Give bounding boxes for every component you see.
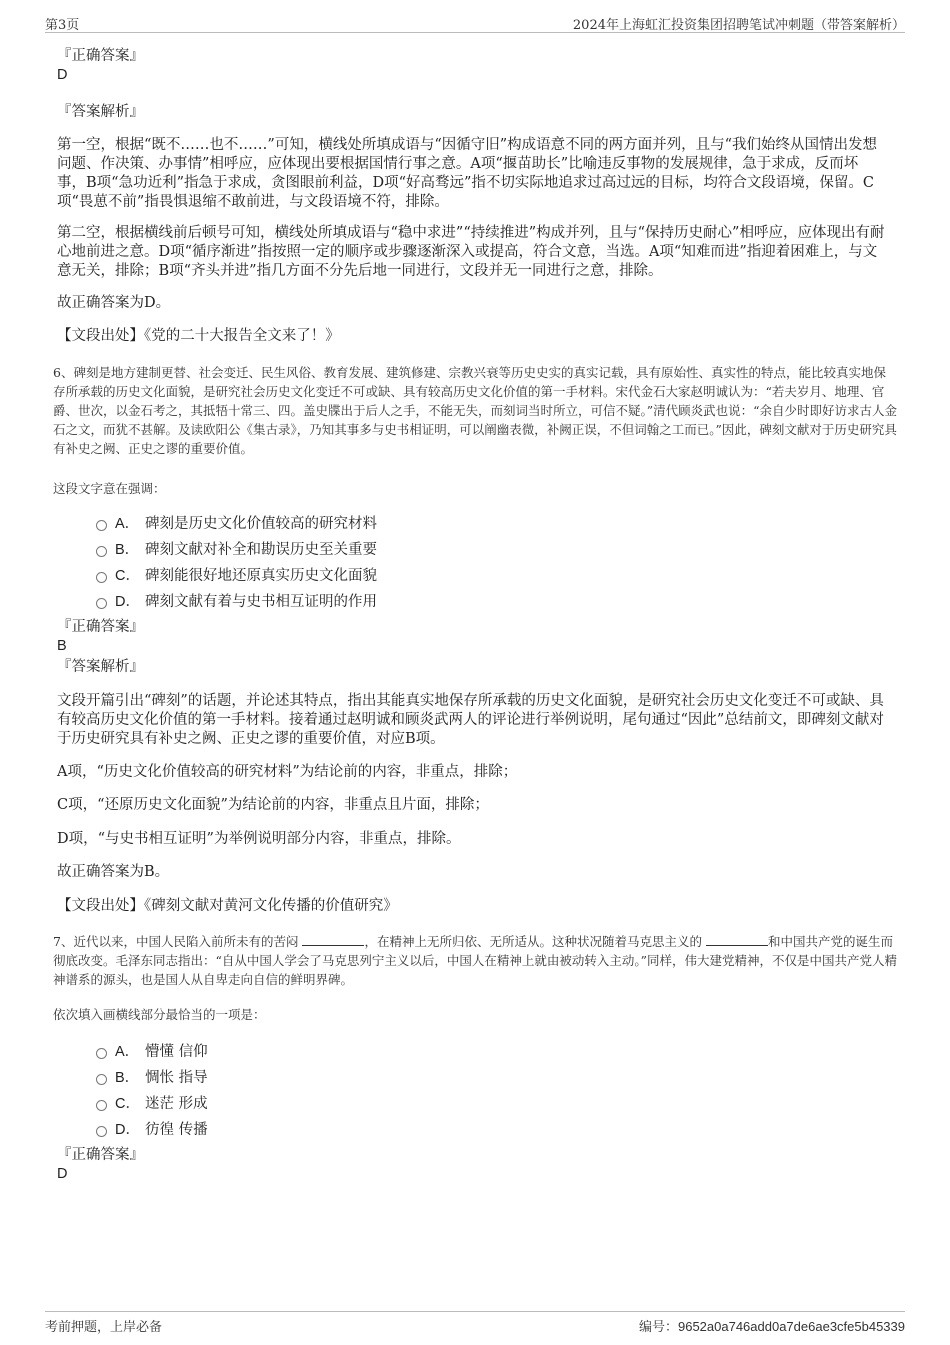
q6-conclusion: 故正确答案为B。 bbox=[57, 864, 170, 880]
q6-options bbox=[96, 509, 377, 613]
fill-blank bbox=[302, 933, 364, 946]
q6-analysis-para: 文段开篇引出“碑刻”的话题，并论述其特点，指出其能真实地保存所承载的历史文化面貌，是研究社会历史文化变迁不可或缺、具有较高历史文化价值的第一手材料。接着通过赵明诚和顾炎武两人的评论进行举例说明，尾句通过“因此”总结前文，即碑刻文献对于历史研究具有补史之阙、正史之谬的重要价值，对应B项。 bbox=[57, 693, 884, 747]
q6-analysis-a: A项，“历史文化价值较高的研究材料”为结论前的内容，非重点，排除； bbox=[57, 764, 518, 780]
q6-option-d[interactable]: D． 碑刻文献有着与史书相互证明的作用 bbox=[96, 587, 377, 613]
page-number: 第3页 bbox=[45, 18, 80, 33]
q7-option-b[interactable]: B． 惆怅 指导 bbox=[96, 1063, 208, 1089]
radio-icon[interactable] bbox=[96, 598, 107, 609]
q7-prompt: 依次填入画横线部分最恰当的一项是： bbox=[53, 1007, 266, 1022]
q7-answer: D bbox=[57, 1166, 68, 1182]
radio-icon[interactable] bbox=[96, 1100, 107, 1111]
q6-option-b[interactable]: B． 碑刻文献对补全和勘误历史至关重要 bbox=[96, 535, 377, 561]
q6-prompt: 这段文字意在强调： bbox=[53, 481, 166, 496]
q6-stem: 6、碑刻是地方建制更替、社会变迁、民生风俗、教育发展、建筑修建、宗教兴衰等历史史实的真实记载，具有原始性、真实性的特点，能比较真实地保存所承载的历史文化面貌，是研究社会历史文化变迁不可或缺、具有较高历史文化价值的第一手材料。宋代金石大家赵明诚认为：“若夫岁月、地理、官爵、世次，以金石考之，其抵牾十常三、四。盖史牒出于后人之手，不能无失，而刻词当时所立，可信不疑。”清代顾炎武也说：“余自少时即好访求古人金石之文，而犹不甚解。及读欧阳公《集古录》，乃知其事多与史书相证明，可以阐幽表微，补阙正误，不但词翰之工而已。”因此，碑刻文献对于历史研究具有补史之阙、正史之谬的重要价值。 bbox=[53, 365, 898, 456]
q6-option-a[interactable]: A． 碑刻是历史文化价值较高的研究材料 bbox=[96, 509, 377, 535]
fill-blank bbox=[706, 933, 768, 946]
q5-source: 【文段出处】《党的二十大报告全文来了！》 bbox=[57, 328, 340, 344]
q5-analysis-para: 第二空，根据横线前后顿号可知，横线处所填成语与“稳中求进”“持续推进”构成并列，且与“保持历史耐心”相呼应，应体现出有耐心地前进之意。D项“循序渐进”指按照一定的顺序或步骤逐渐深入或提高，符合文意，当选。A项“知难而进”指迎着困难上，与文意无关，排除；B项“齐头并进”指几方面不分先后地一同进行，文段并无一同进行之意，排除。 bbox=[57, 225, 885, 279]
radio-icon[interactable] bbox=[96, 546, 107, 557]
q7-stem: 7、近代以来，中国人民陷入前所未有的苦闷 ，在精神上无所归依、无所适从。这种状况随着马克思主义的 和中国共产党的诞生而彻底改变。毛泽东同志指出：“自从中国人学会了马克思列宁主义以后，中国人在精神上就由被动转入主动。”同样，伟大建党精神，不仅是中国共产党人精神谱系的源头，也是国人从自卑走向自信的鲜明界碑。 bbox=[53, 934, 898, 987]
q5-analysis-label: 『答案解析』 bbox=[57, 104, 144, 120]
q6-source: 【文段出处】《碑刻文献对黄河文化传播的价值研究》 bbox=[57, 898, 398, 914]
document-title: 2024年上海虹汇投资集团招聘笔试冲刺题（带答案解析） bbox=[572, 18, 905, 33]
q7-option-a[interactable]: A． 懵懂 信仰 bbox=[96, 1037, 208, 1063]
q6-analysis-c: C项，“还原历史文化面貌”为结论前的内容，非重点且片面，排除； bbox=[57, 797, 489, 813]
q7-option-c[interactable]: C． 迷茫 形成 bbox=[96, 1089, 208, 1115]
q6-analysis-label: 『答案解析』 bbox=[57, 659, 144, 675]
footer-slogan: 考前押题，上岸必备 bbox=[45, 1320, 163, 1335]
radio-icon[interactable] bbox=[96, 1074, 107, 1085]
q5-analysis-para: 第一空，根据“既不……也不……”可知，横线处所填成语与“因循守旧”构成语意不同的两方面并列，且与“我们始终从国情出发想问题、作决策、办事情”相呼应，应体现出要根据国情行事之意。A项“揠苗助长”比喻违反事物的发展规律，急于求成，反而坏事，B项“急功近利”指急于求成，贪图眼前利益，D项“好高骛远”指不切实际地追求过高过远的目标，均符合文段语境，保留。C项“畏葸不前”指畏惧退缩不敢前进，与文段语境不符，排除。 bbox=[57, 137, 878, 210]
q7-answer-label: 『正确答案』 bbox=[57, 1147, 144, 1163]
q5-answer-label: 『正确答案』 bbox=[57, 48, 144, 64]
page-footer bbox=[45, 1311, 905, 1336]
radio-icon[interactable] bbox=[96, 520, 107, 531]
q7-options bbox=[96, 1037, 208, 1141]
document-code: 编号：9652a0a746add0a7de6ae3cfe5b45339 bbox=[638, 1319, 905, 1335]
q6-option-c[interactable]: C． 碑刻能很好地还原真实历史文化面貌 bbox=[96, 561, 377, 587]
q5-answer: D bbox=[57, 67, 68, 83]
radio-icon[interactable] bbox=[96, 1048, 107, 1059]
q6-answer-label: 『正确答案』 bbox=[57, 619, 144, 635]
q7-option-d[interactable]: D． 彷徨 传播 bbox=[96, 1115, 208, 1141]
radio-icon[interactable] bbox=[96, 572, 107, 583]
page-header bbox=[45, 10, 905, 33]
q6-answer: B bbox=[57, 638, 67, 654]
q6-analysis-d: D项，“与史书相互证明”为举例说明部分内容，非重点，排除。 bbox=[57, 831, 461, 847]
radio-icon[interactable] bbox=[96, 1126, 107, 1137]
q5-conclusion: 故正确答案为D。 bbox=[57, 295, 171, 311]
